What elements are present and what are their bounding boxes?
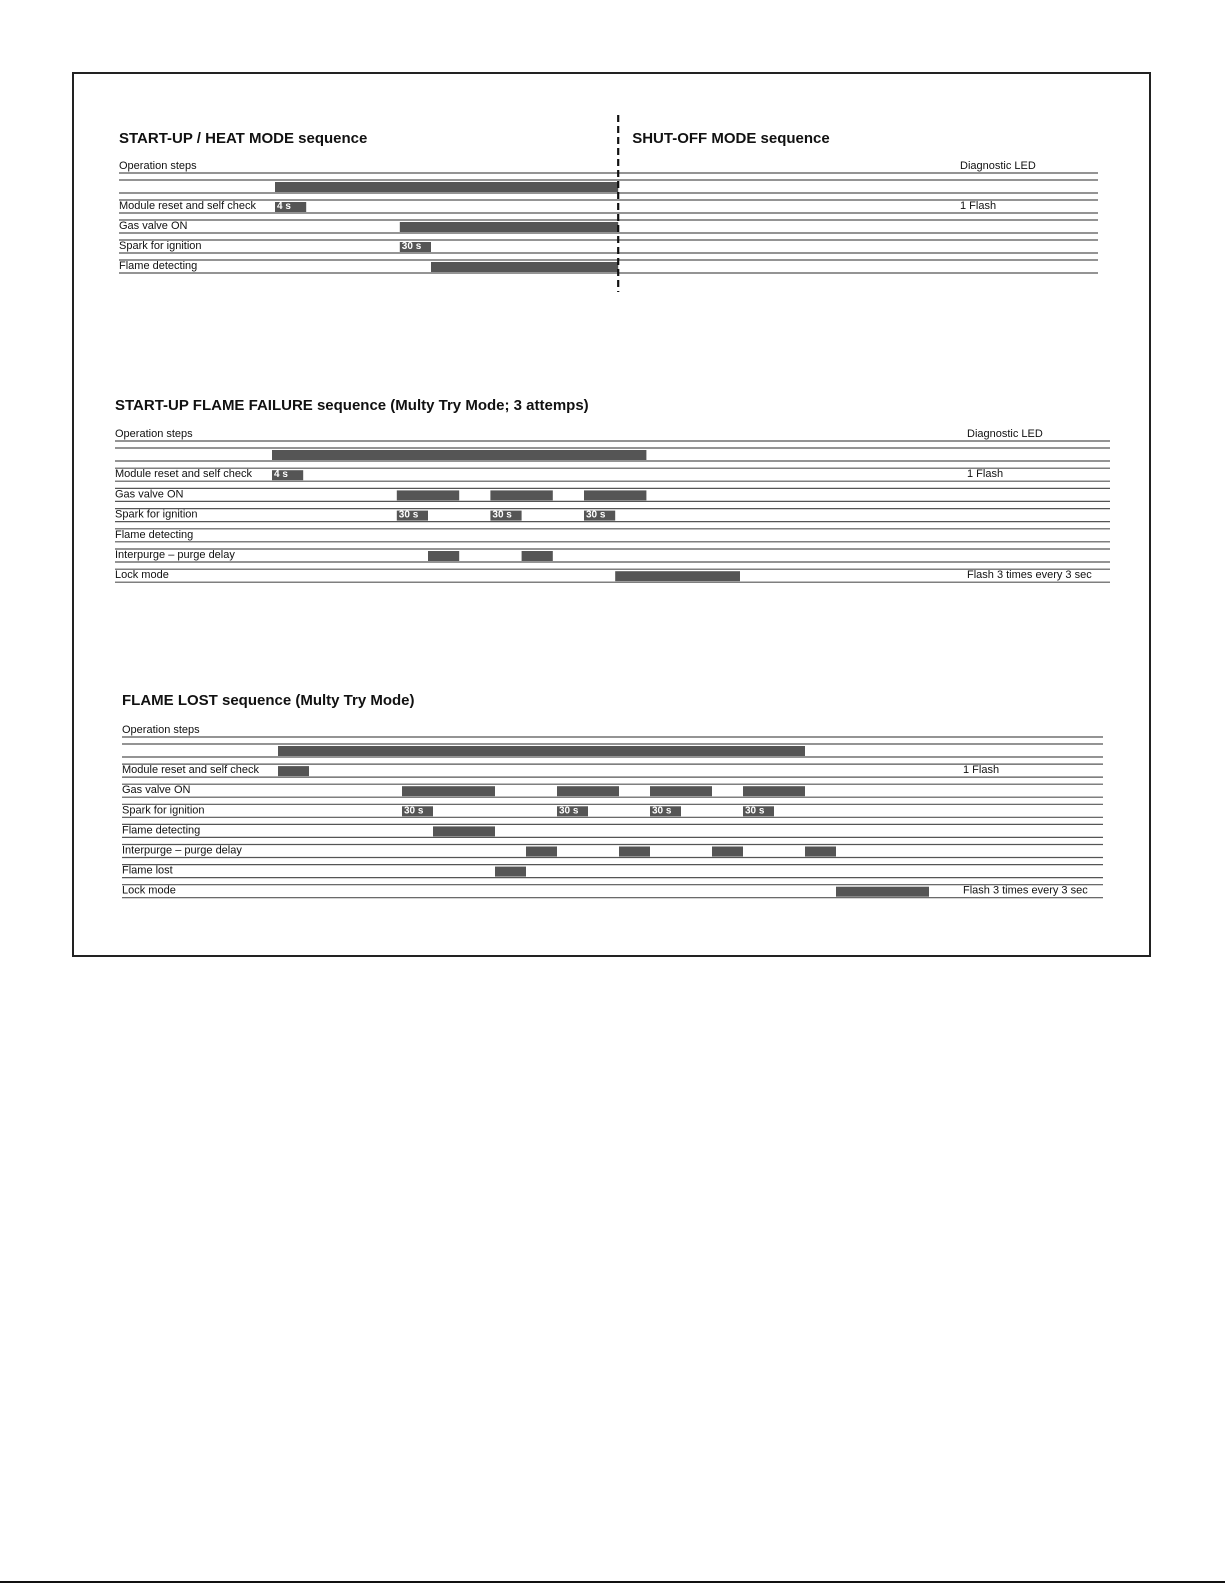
step-label: Module reset and self check bbox=[122, 764, 259, 777]
timing-bar-label: 30 s bbox=[492, 509, 512, 521]
timing-bar bbox=[278, 766, 309, 776]
led-status: 1 Flash bbox=[960, 200, 997, 212]
led-status: 1 Flash bbox=[963, 764, 1000, 777]
section-title: START-UP FLAME FAILURE sequence (Multy Try Mode; 3 attemps) bbox=[115, 397, 589, 414]
timing-bar bbox=[836, 887, 929, 897]
timing-bar-label: 30 s bbox=[401, 241, 422, 252]
timing-bar bbox=[431, 262, 618, 272]
timing-bar bbox=[397, 490, 459, 500]
timing-bar-label: 30 s bbox=[652, 805, 672, 817]
timing-bar bbox=[490, 490, 552, 500]
operation-steps-header: Operation steps bbox=[115, 428, 193, 440]
step-label: Spark for ignition bbox=[122, 804, 205, 817]
timing-bar bbox=[557, 786, 619, 796]
timing-bar bbox=[428, 551, 459, 561]
timing-bar bbox=[275, 182, 618, 192]
timing-bar-label: 30 s bbox=[398, 509, 419, 521]
step-label: Spark for ignition bbox=[115, 508, 198, 521]
timing-bar-label: 30 s bbox=[586, 509, 606, 521]
timing-bar bbox=[526, 847, 557, 857]
step-label: Spark for ignition bbox=[119, 240, 202, 252]
timing-bar bbox=[272, 450, 646, 460]
section-title: FLAME LOST sequence (Multy Try Mode) bbox=[122, 692, 415, 709]
timing-bar-label: 4 s bbox=[274, 469, 288, 481]
step-label: Lock mode bbox=[115, 569, 169, 582]
step-label: Lock mode bbox=[122, 884, 176, 897]
timing-bar-label: 30 s bbox=[559, 805, 579, 817]
timing-bar bbox=[584, 490, 646, 500]
timing-bar bbox=[619, 847, 650, 857]
step-label: Flame lost bbox=[122, 864, 173, 877]
timing-bar-label: 4 s bbox=[277, 201, 291, 212]
section-title: START-UP / HEAT MODE sequence bbox=[119, 130, 368, 147]
step-label: Module reset and self check bbox=[115, 468, 252, 481]
timing-bar-label: 30 s bbox=[404, 805, 424, 817]
step-label: Gas valve ON bbox=[119, 220, 188, 232]
diagnostic-led-header: Diagnostic LED bbox=[967, 428, 1043, 440]
timing-bar bbox=[400, 222, 618, 232]
operation-steps-header: Operation steps bbox=[119, 160, 197, 172]
timing-bar bbox=[402, 786, 495, 796]
diagnostic-led-header: Diagnostic LED bbox=[960, 160, 1036, 172]
step-label: Flame detecting bbox=[119, 260, 198, 272]
timing-bar bbox=[805, 847, 836, 857]
timing-bar bbox=[712, 847, 743, 857]
timing-bar bbox=[743, 786, 805, 796]
timing-bar bbox=[650, 786, 712, 796]
timing-bar bbox=[615, 571, 740, 581]
operation-steps-header: Operation steps bbox=[122, 724, 200, 736]
step-label: Gas valve ON bbox=[122, 784, 191, 797]
step-label: Interpurge – purge delay bbox=[115, 549, 235, 561]
section-title: SHUT-OFF MODE sequence bbox=[632, 130, 830, 147]
led-status: Flash 3 times every 3 sec bbox=[967, 569, 1092, 582]
led-status: Flash 3 times every 3 sec bbox=[963, 884, 1088, 897]
page-bottom-rule bbox=[0, 1581, 1225, 1583]
step-label: Gas valve ON bbox=[115, 488, 184, 501]
led-status: 1 Flash bbox=[967, 468, 1004, 481]
step-label: Flame detecting bbox=[115, 528, 194, 541]
step-label: Flame detecting bbox=[122, 824, 201, 837]
timing-bar-label: 30 s bbox=[745, 805, 765, 817]
timing-bar bbox=[495, 867, 526, 877]
timing-bar bbox=[278, 746, 805, 756]
timing-bar bbox=[433, 826, 495, 836]
timing-bar bbox=[522, 551, 553, 561]
step-label: Interpurge – purge delay bbox=[122, 844, 242, 857]
step-label: Module reset and self check bbox=[119, 200, 256, 212]
